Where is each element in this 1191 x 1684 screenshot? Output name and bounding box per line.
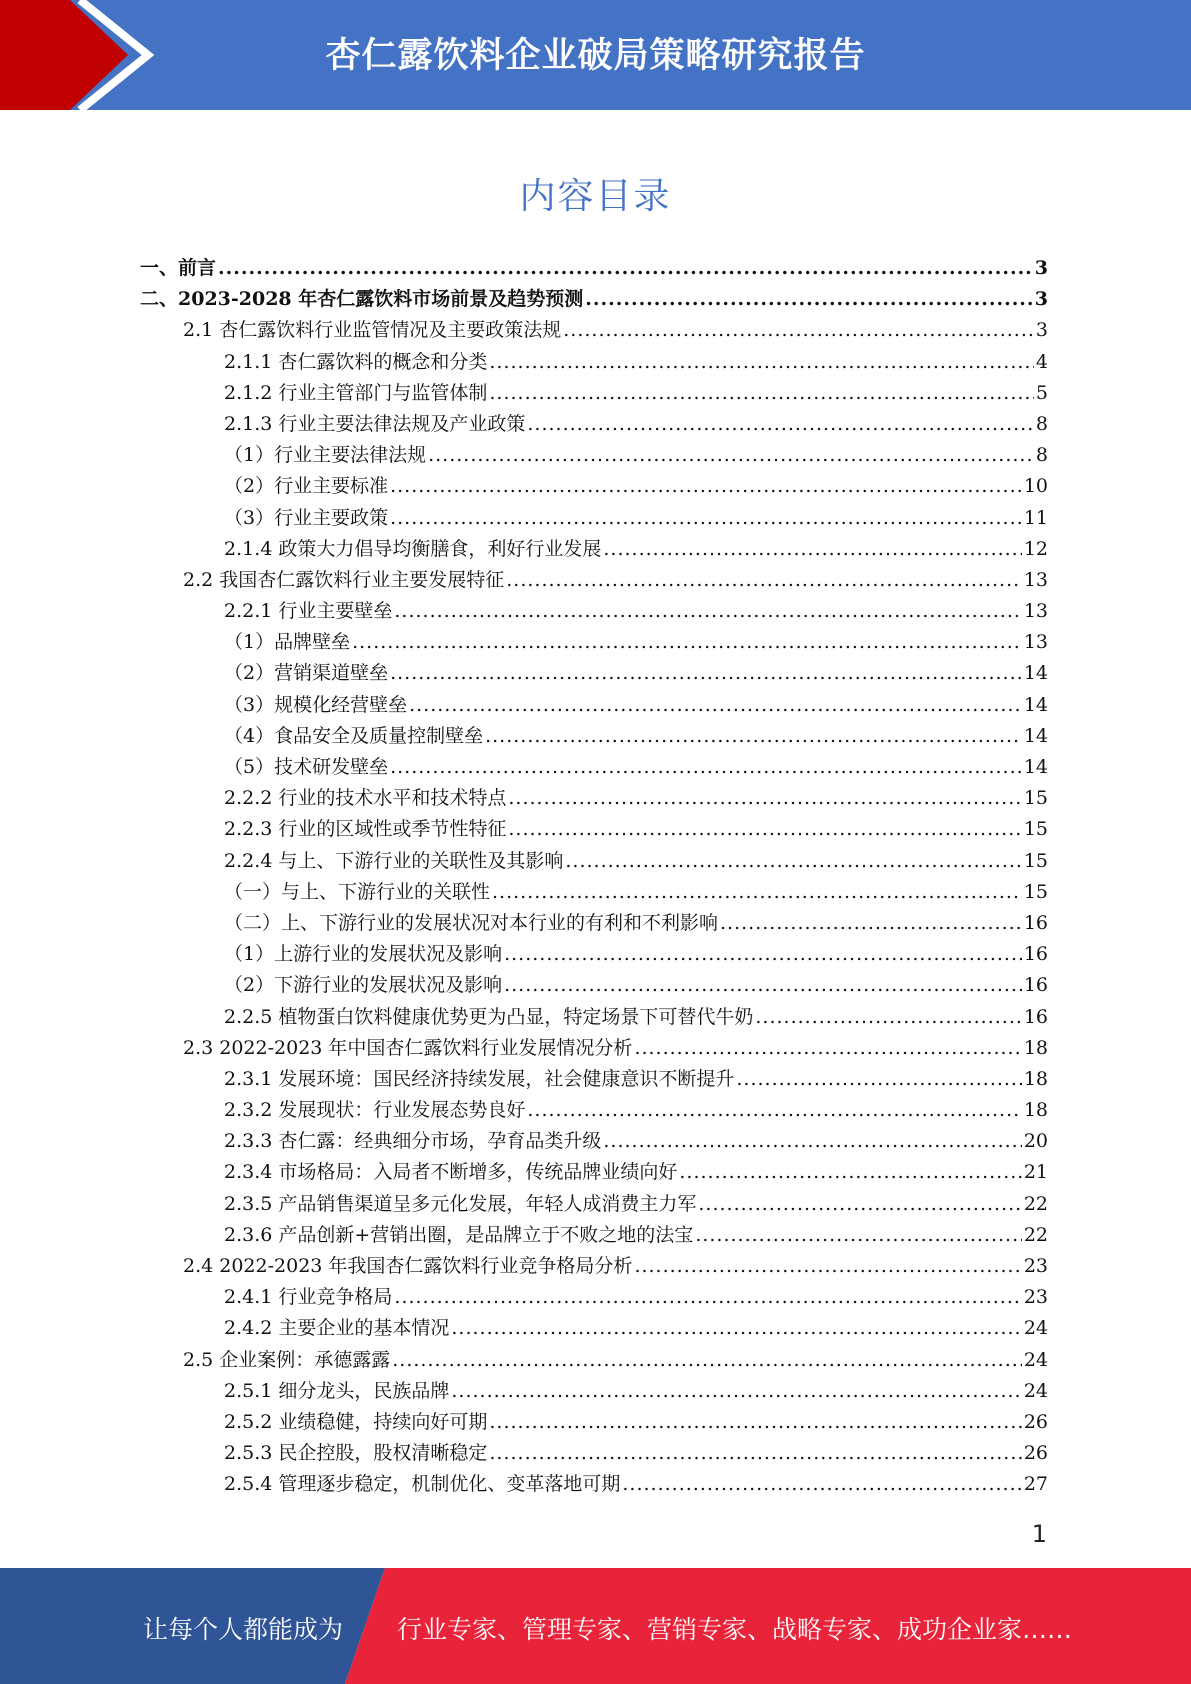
toc-entry-label: （2）下游行业的发展状况及影响 [224, 974, 503, 997]
toc-entry-label: （2）行业主要标准 [224, 475, 389, 498]
toc-entry[interactable] [140, 877, 1048, 908]
toc-entry-page: 27 [1023, 1473, 1048, 1496]
toc-entry[interactable] [140, 565, 1048, 596]
toc-entry-page: 3 [1035, 319, 1048, 342]
toc-entry-label: 2.2.5 植物蛋白饮料健康优势更为凸显，特定场景下可替代牛奶 [224, 1005, 754, 1028]
toc-dot-leader [428, 440, 1034, 471]
toc-entry-label: 2.4 2022-2023 年我国杏仁露饮料行业竞争格局分析 [183, 1255, 633, 1277]
toc-entry-page: 13 [1023, 568, 1048, 591]
toc-entry[interactable] [140, 596, 1048, 627]
toc-dot-leader [489, 378, 1034, 409]
toc-entry-label: （3）规模化经营壁垒 [224, 693, 408, 716]
toc-entry-page: 3 [1034, 257, 1048, 279]
toc-entry[interactable] [140, 284, 1048, 315]
toc-dot-leader [451, 1376, 1021, 1407]
toc-entry-label: （4）食品安全及质量控制壁垒 [224, 724, 484, 747]
toc-entry-label: 2.3.3 杏仁露：经典细分市场，孕育品类升级 [224, 1130, 602, 1153]
toc-entry-label: 2.2.4 与上、下游行业的关联性及其影响 [224, 849, 564, 872]
toc-dot-leader [390, 752, 1022, 783]
toc-entry-page: 5 [1035, 381, 1048, 404]
toc-dot-leader [504, 939, 1022, 970]
toc-entry[interactable] [140, 534, 1048, 565]
toc-entry-label: 2.1.3 行业主要法律法规及产业政策 [224, 412, 526, 435]
toc-entry-label: （1）品牌壁垒 [224, 631, 351, 654]
toc-entry[interactable] [140, 1438, 1048, 1469]
toc-entry[interactable] [140, 1189, 1048, 1220]
toc-entry[interactable] [140, 627, 1048, 658]
toc-entry-label: 2.4.1 行业竞争格局 [224, 1286, 393, 1309]
report-title: 杏仁露饮料企业破局策略研究报告 [325, 36, 866, 76]
toc-entry-page: 18 [1023, 1099, 1048, 1122]
toc-dot-leader [390, 471, 1022, 502]
toc-entry-label: 2.3.1 发展环境：国民经济持续发展，社会健康意识不断提升 [224, 1067, 735, 1090]
toc-entry-page: 14 [1023, 724, 1048, 747]
toc-entry-page: 15 [1023, 818, 1048, 841]
toc-entry-page: 16 [1023, 974, 1048, 997]
toc-dot-leader [390, 503, 1022, 534]
toc-entry-page: 22 [1023, 1192, 1048, 1215]
toc-entry-label: 2.2.2 行业的技术水平和技术特点 [224, 787, 507, 810]
toc-entry-page: 4 [1035, 350, 1048, 373]
toc-entry-page: 23 [1023, 1255, 1048, 1277]
toc-entry[interactable] [140, 503, 1048, 534]
toc-entry-label: 2.5.2 业绩稳健，持续向好可期 [224, 1410, 488, 1433]
toc-entry[interactable] [140, 1126, 1048, 1157]
toc-entry[interactable] [140, 690, 1048, 721]
toc-entry-page: 16 [1023, 943, 1048, 966]
toc-entry-page: 8 [1035, 412, 1048, 435]
toc-entry-page: 26 [1023, 1442, 1048, 1465]
toc-dot-leader [451, 1313, 1021, 1344]
toc-entry[interactable] [140, 658, 1048, 689]
toc-entry[interactable] [140, 721, 1048, 752]
toc-dot-leader [352, 627, 1022, 658]
toc-entry-label: 2.1.1 杏仁露饮料的概念和分类 [224, 350, 488, 373]
toc-entry[interactable] [140, 253, 1048, 284]
toc-dot-leader [504, 970, 1022, 1001]
toc-entry-label: 2.3.4 市场格局：入局者不断增多，传统品牌业绩向好 [224, 1161, 678, 1184]
toc-entry-page: 12 [1023, 537, 1048, 560]
toc-entry[interactable] [140, 814, 1048, 845]
toc-dot-leader [755, 1002, 1021, 1033]
toc-entry-label: 2.2 我国杏仁露饮料行业主要发展特征 [183, 568, 505, 591]
toc-entry-page: 13 [1023, 631, 1048, 654]
toc-entry-label: （5）技术研发壁垒 [224, 756, 389, 778]
toc-entry[interactable] [140, 471, 1048, 502]
toc-entry-page: 15 [1023, 787, 1048, 810]
toc-dot-leader [622, 1469, 1021, 1500]
toc-dot-leader [409, 690, 1022, 721]
toc-dot-leader [585, 284, 1033, 315]
footer-slogan-left: 让每个人都能成为 [143, 1615, 344, 1644]
toc-dot-leader [506, 565, 1022, 596]
toc-entry-label: 2.2.1 行业主要壁垒 [224, 600, 393, 623]
toc-dot-leader [489, 347, 1034, 378]
toc-dot-leader [394, 596, 1021, 627]
toc-dot-leader [679, 1157, 1021, 1188]
page-number: 1 [1031, 1520, 1047, 1548]
toc-entry[interactable] [140, 347, 1048, 378]
toc-entry-page: 15 [1023, 880, 1048, 903]
toc-entry[interactable] [140, 1002, 1048, 1033]
toc-entry-page: 14 [1023, 662, 1048, 685]
toc-dot-leader [527, 1095, 1021, 1126]
toc-entry-page: 20 [1023, 1130, 1048, 1153]
toc-entry[interactable] [140, 1345, 1048, 1376]
toc-entry[interactable] [140, 783, 1048, 814]
toc-entry[interactable] [140, 970, 1048, 1001]
toc-entry-page: 22 [1023, 1223, 1048, 1246]
toc-entry-page: 24 [1023, 1348, 1048, 1371]
toc-dot-leader [603, 1126, 1021, 1157]
toc-dot-leader [390, 658, 1022, 689]
toc-entry[interactable] [140, 1469, 1048, 1500]
toc-entry-page: 16 [1023, 1005, 1048, 1028]
toc-entry[interactable] [140, 846, 1048, 877]
toc-entry[interactable] [140, 1220, 1048, 1251]
toc-dot-leader [508, 814, 1021, 845]
toc-entry-page: 23 [1023, 1286, 1048, 1309]
toc-dot-leader [218, 253, 1033, 284]
toc-dot-leader [489, 1407, 1021, 1438]
toc-entry-page: 24 [1023, 1317, 1048, 1340]
toc-entry-page: 13 [1023, 600, 1048, 623]
toc-entry-label: 2.5.3 民企控股，股权清晰稳定 [224, 1442, 488, 1465]
toc-entry[interactable] [140, 1033, 1048, 1064]
toc-entry[interactable] [140, 1313, 1048, 1344]
toc-dot-leader [736, 1064, 1021, 1095]
toc-entry-label: 2.3.6 产品创新+营销出圈，是品牌立于不败之地的法宝 [224, 1223, 694, 1246]
toc-entry-label: 2.3.2 发展现状：行业发展态势良好 [224, 1099, 526, 1122]
toc-entry[interactable] [140, 908, 1048, 939]
footer-slogan-right: 行业专家、管理专家、营销专家、战略专家、成功企业家…… [397, 1615, 1073, 1644]
toc-entry[interactable] [140, 1376, 1048, 1407]
toc-entry[interactable] [140, 409, 1048, 440]
toc-entry[interactable] [140, 752, 1048, 783]
toc-dot-leader [563, 315, 1034, 346]
toc-entry-page: 18 [1023, 1036, 1048, 1059]
toc-entry-page: 10 [1023, 475, 1048, 498]
toc-entry[interactable] [140, 939, 1048, 970]
toc-entry-page: 26 [1023, 1410, 1048, 1433]
toc-entry-label: 2.4.2 主要企业的基本情况 [224, 1317, 450, 1340]
toc-entry[interactable] [140, 440, 1048, 471]
toc-entry-label: 2.3 2022-2023 年中国杏仁露饮料行业发展情况分析 [183, 1036, 633, 1059]
toc-entry-label: 2.5.1 细分龙头，民族品牌 [224, 1379, 450, 1402]
toc-dot-leader [489, 1438, 1021, 1469]
toc-dot-leader [603, 534, 1021, 565]
toc-entry-page: 14 [1023, 693, 1048, 716]
toc-entry-label: 二、2023-2028 年杏仁露饮料市场前景及趋势预测 [140, 288, 584, 311]
toc-dot-leader [492, 877, 1022, 908]
toc-entry-label: （一）与上、下游行业的关联性 [224, 880, 491, 903]
toc-dot-leader [485, 721, 1022, 752]
toc-entry-label: 2.3.5 产品销售渠道呈多元化发展，年轻人成消费主力军 [224, 1192, 697, 1215]
toc-dot-leader [634, 1251, 1021, 1282]
toc-entry-page: 11 [1023, 506, 1048, 529]
toc-entry[interactable] [140, 1064, 1048, 1095]
toc-entry-label: 一、前言 [140, 257, 217, 279]
toc-entry-label: 2.5 企业案例：承德露露 [183, 1348, 391, 1371]
toc-entry-page: 8 [1035, 444, 1048, 467]
footer-band [0, 1568, 1191, 1684]
toc-dot-leader [527, 409, 1034, 440]
toc-dot-leader [392, 1345, 1022, 1376]
toc-entry[interactable] [140, 1407, 1048, 1438]
toc-entry-label: （2）营销渠道壁垒 [224, 662, 389, 685]
toc-entry-label: 2.1.4 政策大力倡导均衡膳食，利好行业发展 [224, 537, 602, 560]
toc-dot-leader [565, 846, 1021, 877]
toc-dot-leader [634, 1033, 1021, 1064]
toc-entry-page: 24 [1023, 1379, 1048, 1402]
toc-entry-page: 14 [1023, 756, 1048, 778]
toc-entry-label: （1）行业主要法律法规 [224, 444, 427, 467]
toc-entry-label: （1）上游行业的发展状况及影响 [224, 943, 503, 966]
toc-entry-label: 2.1 杏仁露饮料行业监管情况及主要政策法规 [183, 319, 562, 342]
toc-entry-page: 3 [1034, 288, 1048, 311]
toc-entry[interactable] [140, 1282, 1048, 1313]
toc-dot-leader [394, 1282, 1021, 1313]
toc-entry-page: 21 [1023, 1161, 1048, 1184]
toc-entry-label: （二）上、下游行业的发展状况对本行业的有利和不利影响 [224, 911, 719, 934]
toc-entry[interactable] [140, 1157, 1048, 1188]
table-of-contents [140, 253, 1048, 1501]
toc-dot-leader [508, 783, 1021, 814]
toc-dot-leader [720, 908, 1022, 939]
toc-entry-label: 2.1.2 行业主管部门与监管体制 [224, 381, 488, 404]
toc-entry[interactable] [140, 1095, 1048, 1126]
toc-entry-page: 16 [1023, 911, 1048, 934]
header-band [0, 0, 1191, 110]
toc-entry-label: （3）行业主要政策 [224, 506, 389, 529]
toc-entry-label: 2.2.3 行业的区域性或季节性特征 [224, 818, 507, 841]
toc-entry[interactable] [140, 1251, 1048, 1282]
toc-dot-leader [695, 1220, 1022, 1251]
toc-entry-page: 15 [1023, 849, 1048, 872]
toc-entry-label: 2.5.4 管理逐步稳定，机制优化、变革落地可期 [224, 1473, 621, 1496]
toc-heading: 内容目录 [519, 176, 672, 217]
toc-entry[interactable] [140, 378, 1048, 409]
toc-dot-leader [698, 1189, 1021, 1220]
toc-entry[interactable] [140, 315, 1048, 346]
toc-entry-page: 18 [1023, 1067, 1048, 1090]
